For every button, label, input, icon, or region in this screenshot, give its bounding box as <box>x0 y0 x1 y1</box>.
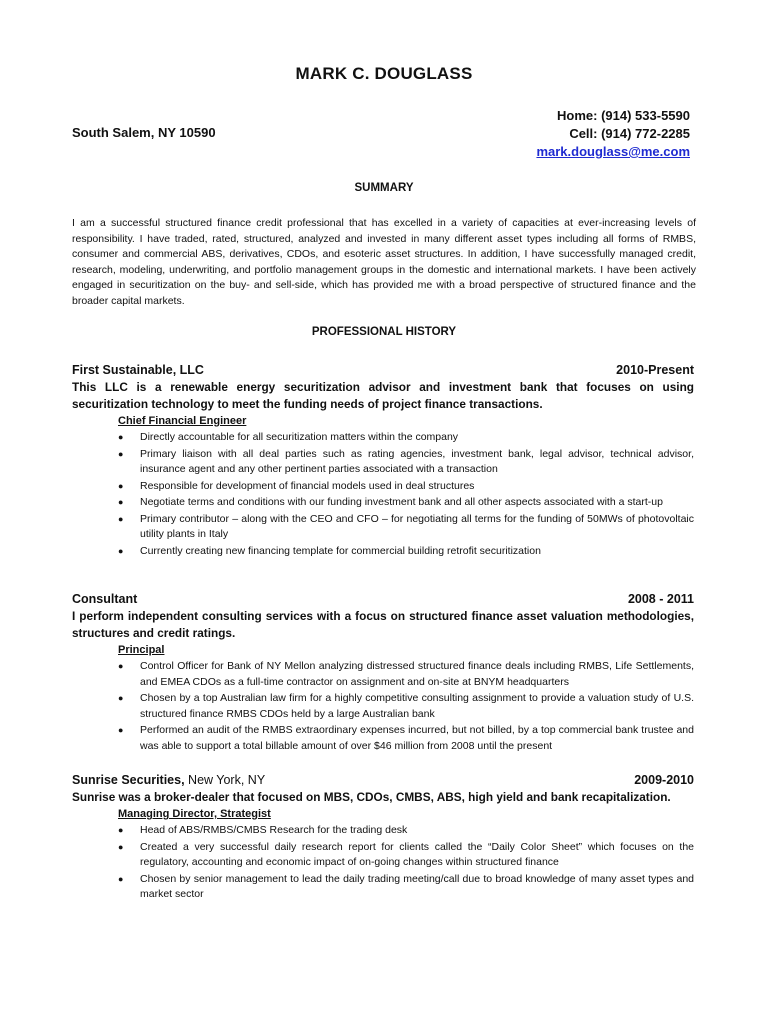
job-entry <box>72 591 694 755</box>
company-description: I perform independent consulting services with a focus on structured finance asset valuation methodologies, structures and credit ratings. <box>72 609 694 640</box>
list-item: ● Head of ABS/RMBS/CMBS Research for the trading desk <box>118 824 408 836</box>
job-title: Chief Financial Engineer <box>118 415 247 427</box>
job-title: Principal <box>118 644 165 656</box>
home-phone: Home: (914) 533-5590 <box>557 108 690 123</box>
email-link[interactable]: mark.douglass@me.com <box>536 144 690 159</box>
company-description: Sunrise was a broker-dealer that focused on MBS, CDOs, CMBS, ABS, high yield and bank recapitalization. <box>72 790 671 804</box>
summary-text: I am a successful structured finance credit professional that has excelled in a variety of capacities at ever-increasing levels of responsibility. I have traded, rated, structured, analyzed and invested in many different asset types including all forms of RMBS, consumer and commercial ABS, derivatives, CDOs, and esoteric asset structures. In addition, I have successfully managed credit, research, modeling, underwriting, and portfolio management groups in the domestic and international markets. I have been actively engaged in securitization on the buy- and sell-side, which has provided me with a broad perspective of structured finance and the broader capital markets. <box>72 217 696 307</box>
responsibility-list <box>72 659 694 754</box>
job-dates: 2009-2010 <box>634 773 694 787</box>
list-item: ● Performed an audit of the RMBS extraordinary expenses incurred, but not billed, by a top commercial bank trustee and was able to support a total billable amount of over $46 million from 2008 until the present <box>118 724 694 752</box>
list-item: ● Primary contributor – along with the CEO and CFO – for negotiating all terms for the funding of 50MWs of photovoltaic utility plants in Italy <box>118 512 694 540</box>
responsibility-list <box>72 430 694 559</box>
job-entry <box>72 772 694 904</box>
job-header <box>72 362 694 379</box>
company-description: This LLC is a renewable energy securitization advisor and investment bank that focuses on using securitization technology to meet the funding needs of project finance transactions. <box>72 380 694 411</box>
company-name: First Sustainable, LLC <box>72 363 204 377</box>
list-item: ● Negotiate terms and conditions with our funding investment bank and all other aspects associated with a start-up <box>118 496 663 508</box>
cell-phone: Cell: (914) 772-2285 <box>569 126 690 141</box>
list-item: ● Chosen by senior management to lead the daily trading meeting/call due to broad knowledge of many asset types and market sector <box>118 872 694 900</box>
list-item: ● Responsible for development of financial models used in deal structures <box>118 479 475 492</box>
job-dates: 2008 - 2011 <box>627 592 694 606</box>
responsibility-list <box>72 823 694 903</box>
list-item: ● Primary liaison with all deal parties such as rating agencies, investment bank, legal advisor, technical advisor, insurance agent and any other pertinent parties associated with a transaction <box>118 447 694 475</box>
list-item: ● Control Officer for Bank of NY Mellon analyzing distressed structured finance deals including RMBS, Life Settlements, and EMEA CDOs as a full-time contractor on assignment and on-site at BNYM headquarters <box>118 660 694 688</box>
job-title: Managing Director, Strategist <box>118 808 271 820</box>
candidate-name: MARK C. DOUGLASS <box>295 64 473 83</box>
summary-heading: SUMMARY <box>354 182 414 194</box>
professional-history-heading: PROFESSIONAL HISTORY <box>311 326 457 338</box>
list-item: ● Created a very successful daily research report for clients called the “Daily Color Sheet” which focuses on the regulatory, accounting and economic impact of on-going changes within structured finance <box>118 840 694 868</box>
list-item: ● Currently creating new financing template for commercial building retrofit securitization <box>118 544 541 557</box>
list-item: ● Chosen by a top Australian law firm for a highly competitive consulting assignment to provide a valuation study of U.S. structured finance RMBS CDOs held by a large Australian bank <box>118 692 694 720</box>
job-header <box>72 772 694 789</box>
job-dates: 2010-Present <box>616 363 694 377</box>
company-name: Sunrise Securities, New York, NY <box>72 773 266 787</box>
contact-block <box>536 107 690 161</box>
job-header <box>72 591 694 608</box>
company-name: Consultant <box>72 592 138 606</box>
list-item: ● Directly accountable for all securitization matters within the company <box>118 431 459 443</box>
job-entry <box>72 362 694 560</box>
address: South Salem, NY 10590 <box>72 125 216 140</box>
